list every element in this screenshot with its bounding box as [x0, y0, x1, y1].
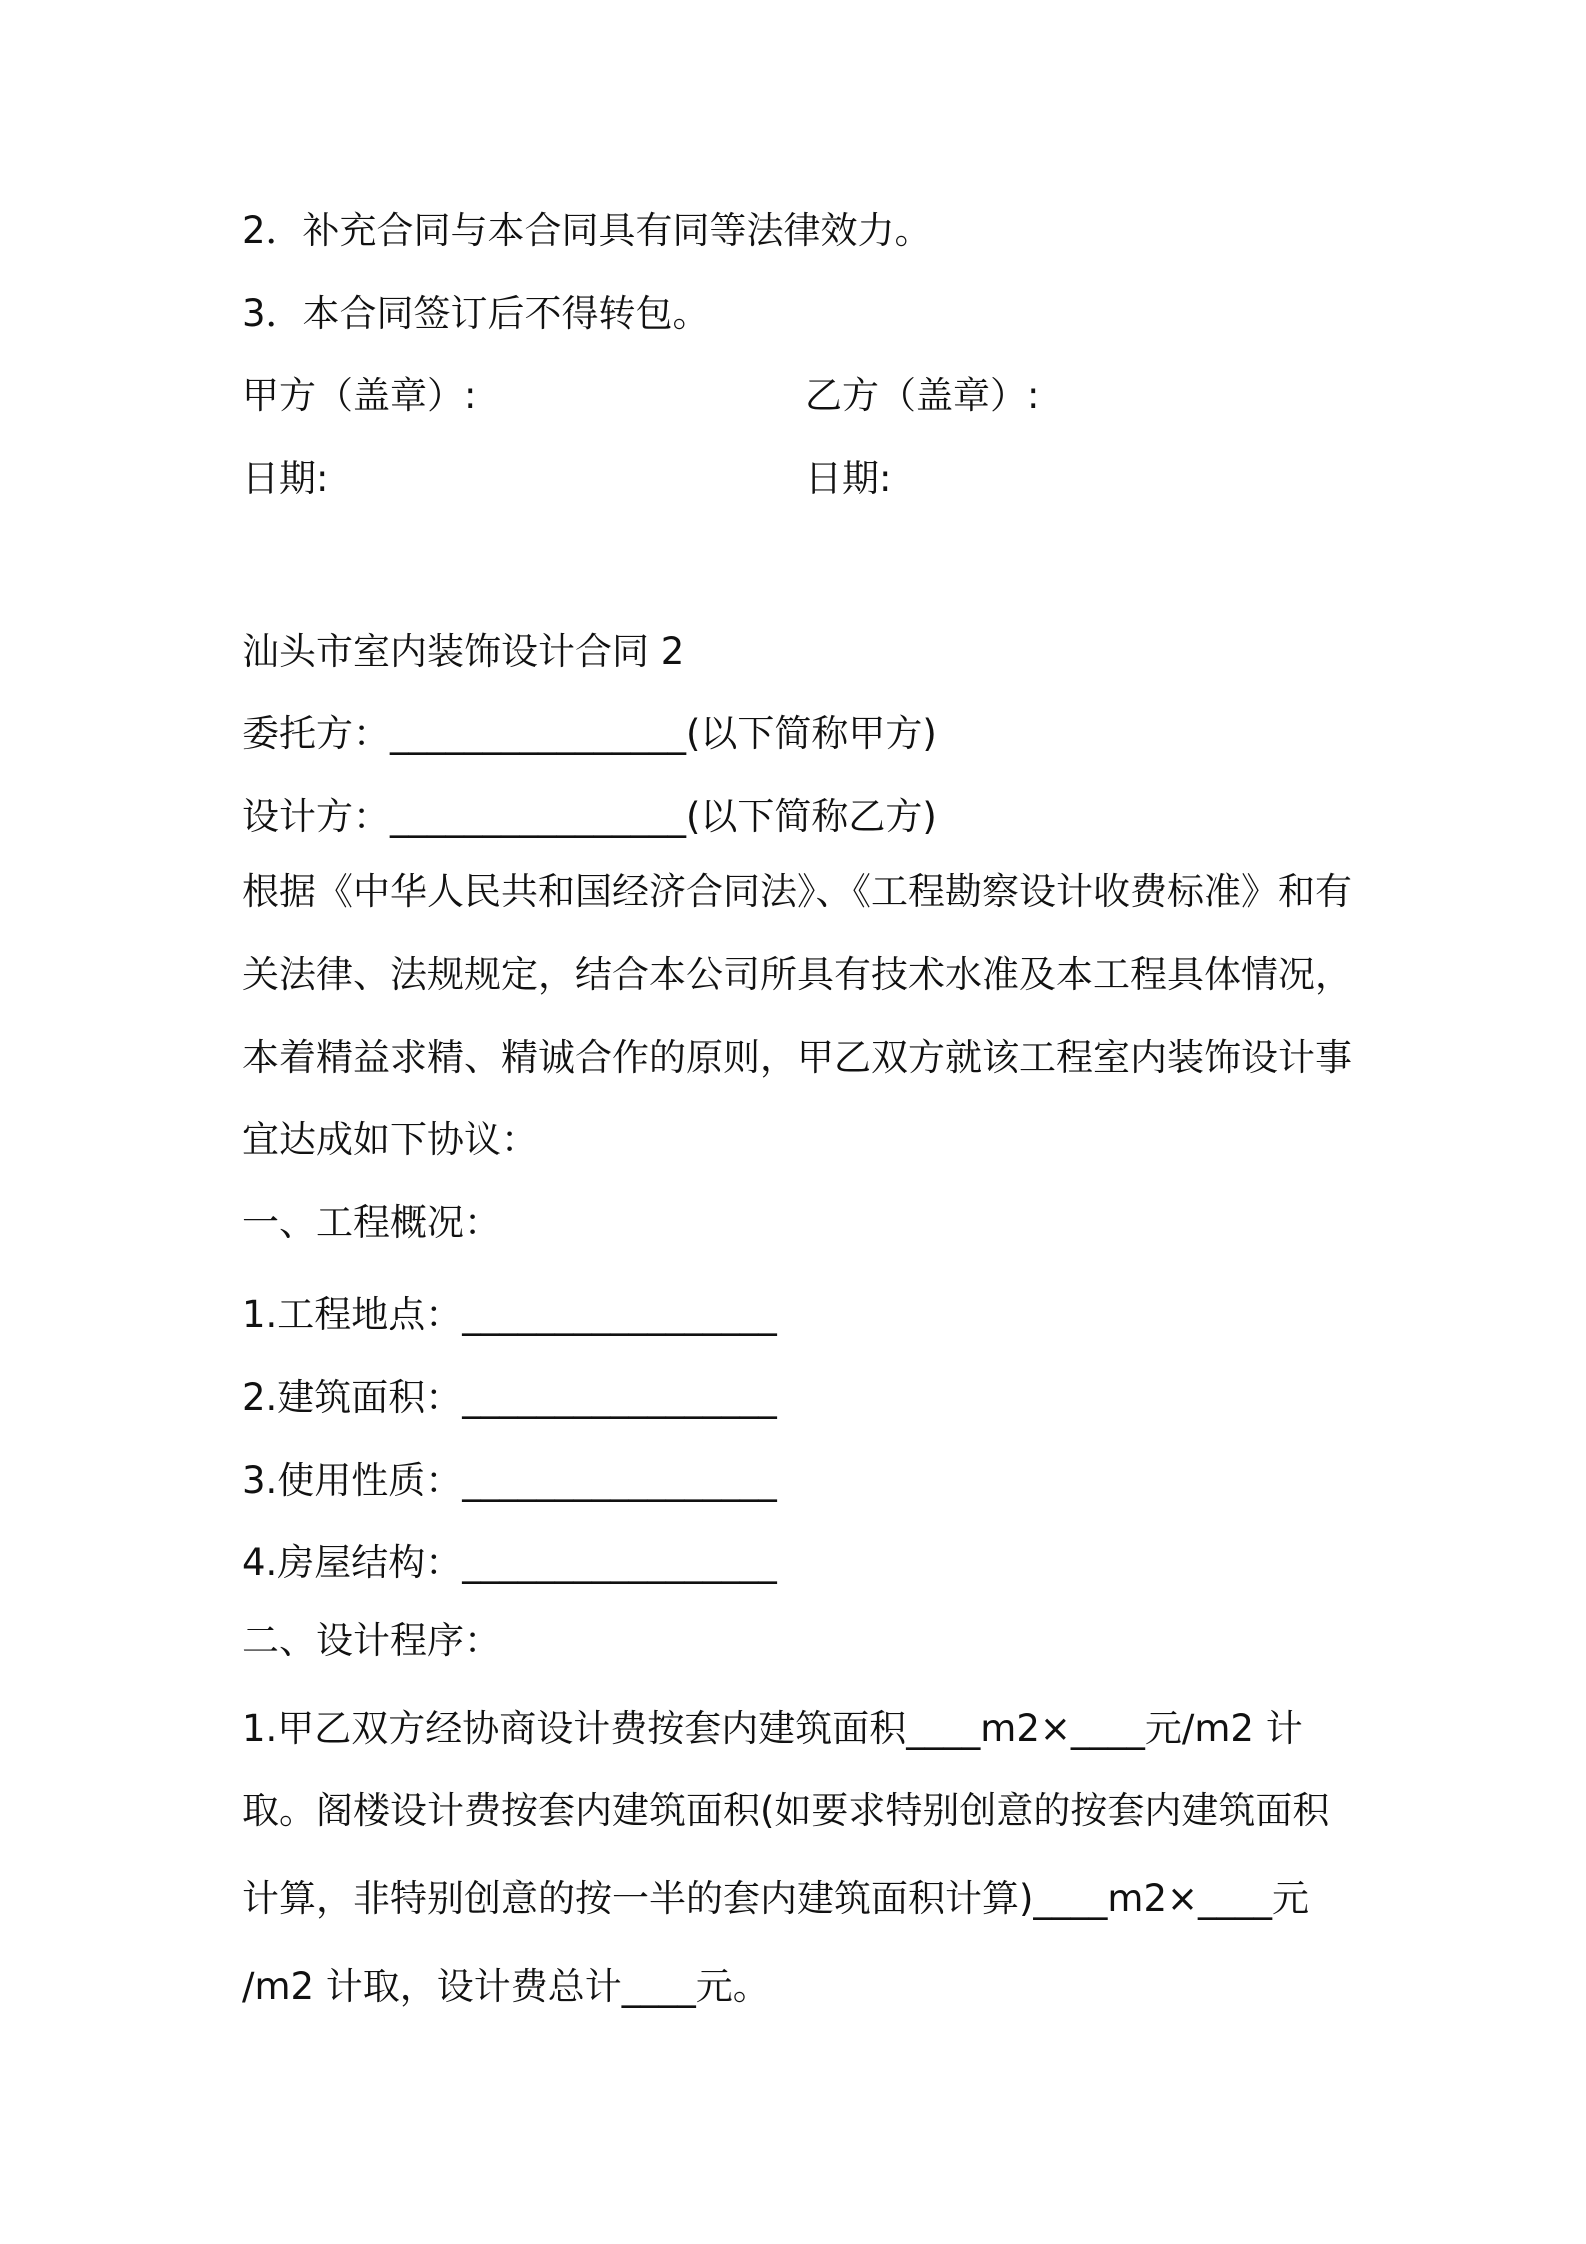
section-2-heading: 二、设计程序： — [242, 1619, 501, 1662]
clause-3: 3．本合同签订后不得转包。 — [242, 292, 710, 335]
fee-paragraph-line: 1.甲乙双方经协商设计费按套内建筑面积____m2×____元/m2 计 — [242, 1707, 1303, 1750]
party-a-seal-label: 甲方（盖章）: — [242, 374, 477, 417]
section-1-heading: 一、工程概况： — [242, 1201, 501, 1244]
party-a-date-label: 日期: — [242, 457, 329, 500]
designer-line: 设计方：________________(以下简称乙方) — [242, 795, 937, 838]
fee-paragraph-line: 取。阁楼设计费按套内建筑面积(如要求特别创意的按套内建筑面积 — [242, 1789, 1330, 1832]
party-b-seal-label: 乙方（盖章）: — [805, 374, 1040, 417]
preamble-line: 本着精益求精、精诚合作的原则，甲乙双方就该工程室内装饰设计事 — [242, 1036, 1352, 1079]
fee-paragraph-line: 计算，非特别创意的按一半的套内建筑面积计算)____m2×____元 — [242, 1877, 1310, 1920]
party-b-date-label: 日期: — [805, 457, 892, 500]
project-item: 3.使用性质：_________________ — [242, 1459, 777, 1502]
preamble-line: 根据《中华人民共和国经济合同法》、《工程勘察设计收费标准》和有 — [242, 870, 1352, 913]
preamble-line: 宜达成如下协议： — [242, 1118, 538, 1161]
clause-2: 2．补充合同与本合同具有同等法律效力。 — [242, 209, 932, 252]
project-item: 4.房屋结构：_________________ — [242, 1541, 777, 1584]
client-line: 委托方：________________(以下简称甲方) — [242, 712, 937, 755]
contract-title: 汕头市室内装饰设计合同 2 — [242, 630, 685, 673]
project-item: 2.建筑面积：_________________ — [242, 1376, 777, 1419]
preamble-line: 关法律、法规规定，结合本公司所具有技术水准及本工程具体情况， — [242, 953, 1352, 996]
project-item: 1.工程地点：_________________ — [242, 1293, 777, 1336]
fee-paragraph-line: /m2 计取，设计费总计____元。 — [242, 1965, 770, 2008]
